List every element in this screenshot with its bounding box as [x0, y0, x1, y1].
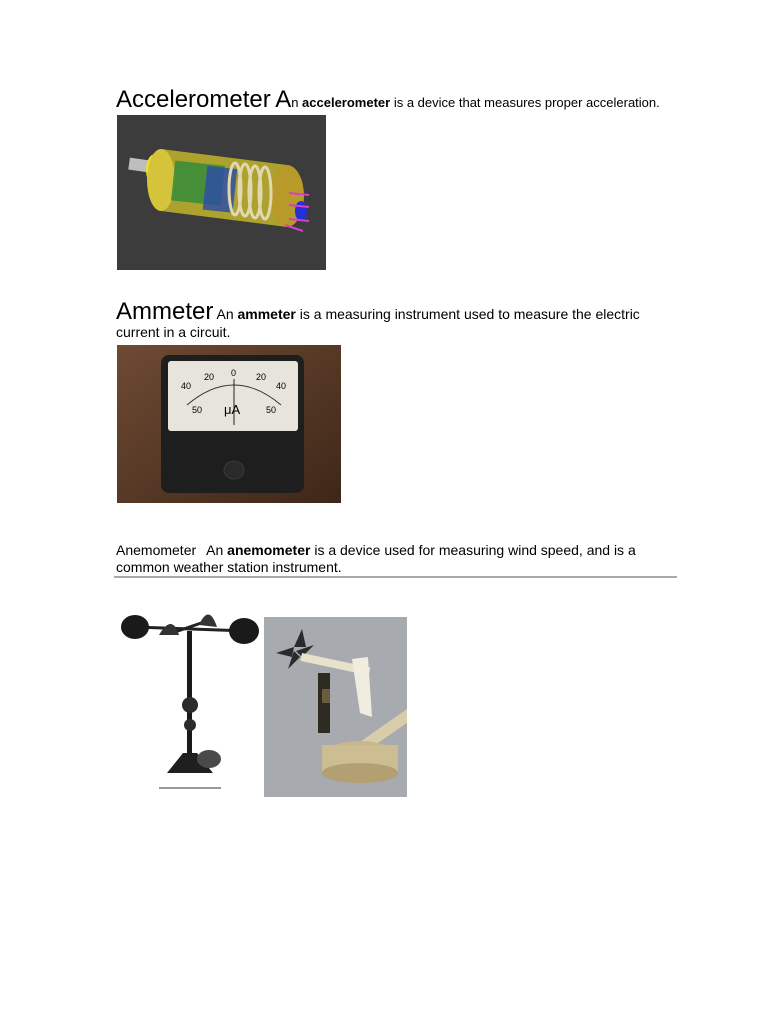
anemometer-definition-line1: is a device used for measuring wind speed, and is a [310, 542, 636, 558]
ammeter-scale-40-right: 40 [276, 381, 287, 391]
ammeter-scale-0: 0 [231, 368, 237, 378]
anemometer-lead: An [206, 542, 228, 558]
ammeter-scale-50-right: 50 [266, 405, 277, 415]
ammeter-scale-50-left: 50 [192, 405, 203, 415]
accelerometer-heading: Accelerometer [116, 86, 271, 113]
ammeter-scale-20-left: 20 [204, 372, 215, 382]
ammeter-lead: An [213, 306, 238, 322]
accelerometer-cap: A [275, 86, 292, 113]
anemometer-term: anemometer [227, 542, 311, 558]
accelerometer-lead: n [291, 95, 303, 110]
accelerometer-entry [116, 86, 660, 114]
ammeter-image [117, 345, 341, 503]
ammeter-scale-40-left: 40 [181, 381, 192, 391]
ammeter-definition-line2: current in a circuit. [116, 324, 231, 340]
ammeter-scale-20-right: 20 [256, 372, 267, 382]
ammeter-unit: μA [224, 402, 241, 417]
anemometer-heading: Anemometer [116, 542, 197, 558]
section-divider [114, 576, 677, 578]
anemometer-entry [116, 542, 676, 575]
anemometer-vane-image [264, 617, 407, 797]
accelerometer-definition: is a device that measures proper acceleration. [390, 95, 660, 110]
anemometer-definition-line2: common weather station instrument. [116, 559, 342, 575]
ammeter-heading: Ammeter [116, 298, 214, 325]
anemometer-cup-image [117, 603, 262, 793]
ammeter-definition-line1: is a measuring instrument used to measure the electric [295, 306, 640, 322]
accelerometer-image [117, 115, 326, 270]
accelerometer-term: accelerometer [302, 95, 391, 110]
ammeter-term: ammeter [237, 306, 296, 322]
ammeter-entry [116, 298, 676, 340]
